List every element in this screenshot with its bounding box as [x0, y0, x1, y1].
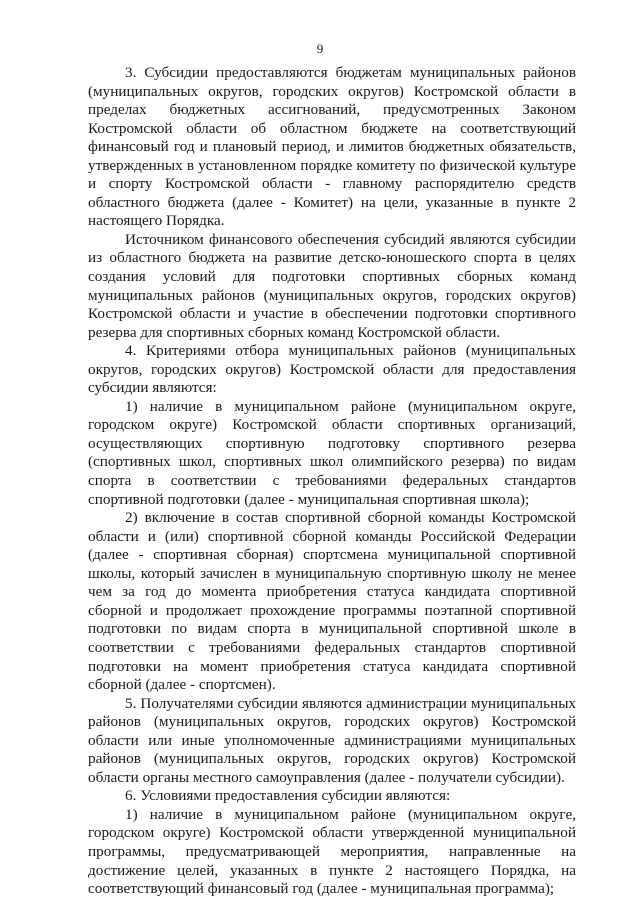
- page-number: 9: [316, 41, 324, 56]
- paragraph-funding-source: Источником финансового обеспечения субсидий являются субсидии из областного бюджета на развитие детско-юношеского спорта в целях создания условий для подготовки спортивных сборных команд муниципальных районов (муниципальных округов, городских округов) Костромской области и участие в обеспечении подготовки спортивного резерва для спортивных сборных команд Костромской области.: [88, 230, 576, 341]
- paragraph-criterion-1: 1) наличие в муниципальном районе (муниципальном округе, городском округе) Костромской области спортивных организаций, осуществляющих спортивную подготовку спортивного резерва (спортивных школ, спортивных школ олимпийского резерва) по видам спорта в соответствии с требованиями федеральных стандартов спортивной подготовки (далее - муниципальная спортивная школа);: [88, 397, 576, 508]
- paragraph-4-selection-criteria: 4. Критериями отбора муниципальных районов (муниципальных округов, городских округов) Костромской области для предоставления субсидии являются:: [88, 342, 576, 397]
- paragraph-criterion-2: 2) включение в состав спортивной сборной команды Костромской области и (или) спортивной сборной команды Российской Федерации (далее - спортивная сборная) спортсмена муниципальной спортивной школы, который зачислен в муниципальную спортивную школу не менее чем за год до момента приобретения статуса кандидата спортивной сборной и продолжает прохождение программы поэтапной спортивной подготовки по видам спорта в муниципальной спортивной школе в соответствии с требованиями федеральных стандартов спортивной подготовки на момент приобретения статуса кандидата спортивной сборной (далее - спортсмен).: [88, 509, 576, 694]
- document-body: [88, 64, 576, 899]
- paragraph-5-recipients: 5. Получателями субсидии являются администрации муниципальных районов (муниципальных округов, городских округов) Костромской области или иные уполномоченные администрациями муниципальных районов (муниципальных округов, городских округов) Костромской области органы местного самоуправления (далее - получатели субсидии).: [88, 694, 576, 786]
- paragraph-condition-1: 1) наличие в муниципальном районе (муниципальном округе, городском округе) Костромской области утвержденной муниципальной программы, предусматривающей мероприятия, направленные на достижение целей, указанных в пункте 2 настоящего Порядка, на соответствующий финансовый год (далее - муниципальная программа);: [88, 805, 576, 898]
- paragraph-3-subsidy-budgets: 3. Субсидии предоставляются бюджетам муниципальных районов (муниципальных округов, городских округов) Костромской области в пределах бюджетных ассигнований, предусмотренных Законом Костромской области об областном бюджете на соответствующий финансовый год и плановый период, и лимитов бюджетных обязательств, утвержденных в установленном порядке комитету по физической культуре и спорту Костромской области - главному распорядителю средств областного бюджета (далее - Комитет) на цели, указанные в пункте 2 настоящего Порядка.: [88, 64, 576, 230]
- paragraph-6-conditions: 6. Условиями предоставления субсидии являются:: [125, 787, 451, 805]
